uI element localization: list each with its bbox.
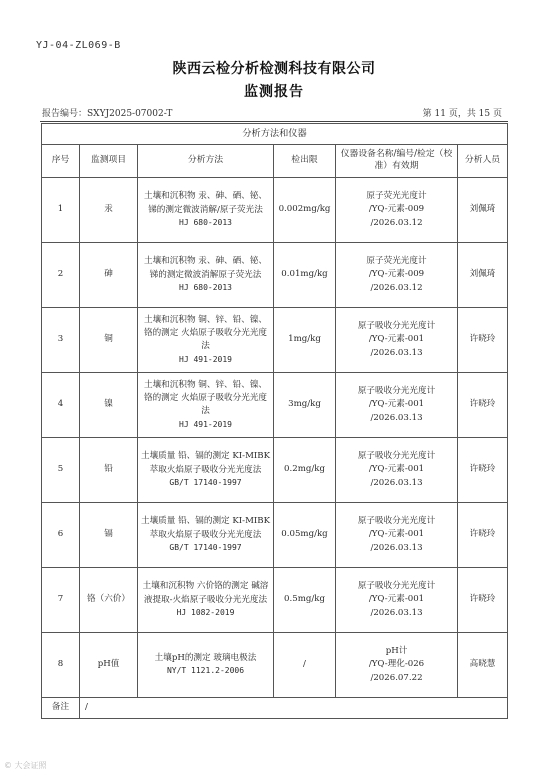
instrument-code: /YQ-理化-026 (368, 659, 425, 670)
method-standard: HJ 491-2019 (179, 419, 232, 429)
method-name: 土壤和沉积物 铜、锌、铅、镍、铬的测定 火焰原子吸收分光光度法 (143, 314, 268, 352)
method-standard: HJ 680-2013 (179, 218, 232, 228)
instrument-valid-date: /2026.03.13 (370, 347, 423, 358)
instrument-name: pH计 (385, 646, 408, 657)
method-standard: HJ 1082-2019 (176, 608, 235, 618)
table-row (42, 178, 508, 243)
row-number: 4 (42, 373, 80, 438)
instrument-valid-date: /2026.03.13 (370, 542, 423, 553)
method-name: 土壤和沉积物 汞、砷、硒、铋、锑的测定微波消解原子荧光法 (143, 256, 268, 280)
row-method (138, 308, 274, 373)
instrument-valid-date: /2026.07.22 (370, 672, 423, 683)
table-row (42, 438, 508, 503)
document-code: YJ-04-ZL069-B (36, 40, 121, 51)
instrument-name: 原子吸收分光光度计 (357, 321, 436, 332)
table-row (42, 308, 508, 373)
header-rule (40, 121, 508, 122)
row-instrument (336, 503, 458, 568)
instrument-valid-date: /2026.03.13 (370, 477, 423, 488)
row-limit: 0.5mg/kg (274, 568, 336, 633)
row-instrument (336, 633, 458, 698)
row-limit: 0.01mg/kg (274, 243, 336, 308)
row-item: 铜 (80, 308, 138, 373)
row-item: 镍 (80, 373, 138, 438)
header-limit: 检出限 (274, 145, 336, 178)
method-name: 土壤和沉积物 六价铬的测定 碱溶液提取-火焰原子吸收分光光度法 (142, 581, 269, 605)
row-number: 8 (42, 633, 80, 698)
instrument-name: 原子荧光光度计 (366, 256, 427, 267)
method-standard: NY/T 1121.2-2006 (166, 666, 245, 676)
row-method (138, 633, 274, 698)
remark-value: / (80, 698, 508, 719)
header-analyst: 分析人员 (458, 145, 508, 178)
instrument-code: /YQ-元素-001 (368, 529, 425, 540)
row-analyst: 许晓玲 (458, 308, 508, 373)
row-limit: 3mg/kg (274, 373, 336, 438)
report-number-value: SXYJ2025-07002-T (87, 109, 173, 119)
instrument-name: 原子吸收分光光度计 (357, 386, 436, 397)
row-instrument (336, 568, 458, 633)
row-item: 铅 (80, 438, 138, 503)
instrument-valid-date: /2026.03.12 (370, 282, 423, 293)
instrument-code: /YQ-元素-001 (368, 399, 425, 410)
analysis-methods-table (41, 123, 508, 719)
row-number: 5 (42, 438, 80, 503)
row-limit: 0.002mg/kg (274, 178, 336, 243)
header-instrument: 仪器设备名称/编号/检定（校准）有效期 (336, 145, 458, 178)
instrument-valid-date: /2026.03.13 (370, 607, 423, 618)
instrument-name: 原子吸收分光光度计 (357, 581, 436, 592)
method-standard: HJ 680-2013 (179, 283, 232, 293)
method-standard: HJ 491-2019 (179, 354, 232, 364)
method-name: 土壤和沉积物 铜、锌、铅、镍、铬的测定 火焰原子吸收分光光度法 (143, 379, 268, 417)
row-item: 镉 (80, 503, 138, 568)
row-item: pH值 (80, 633, 138, 698)
row-limit: 1mg/kg (274, 308, 336, 373)
instrument-code: /YQ-元素-001 (368, 334, 425, 345)
watermark-logo: © 大会证照 (4, 761, 47, 770)
header-method: 分析方法 (138, 145, 274, 178)
instrument-code: /YQ-元素-001 (368, 464, 425, 475)
method-name: 土壤pH的测定 玻璃电极法 (154, 653, 257, 664)
method-name: 土壤质量 铅、镉的测定 KI-MIBK萃取火焰原子吸收分光光度法 (140, 451, 271, 475)
row-method (138, 178, 274, 243)
row-instrument (336, 178, 458, 243)
page-info: 第 11 页，共 15 页 (422, 109, 502, 119)
instrument-code: /YQ-元素-009 (368, 204, 425, 215)
report-number-label: 报告编号： (42, 109, 88, 119)
row-number: 3 (42, 308, 80, 373)
instrument-name: 原子吸收分光光度计 (357, 516, 436, 527)
instrument-name: 原子荧光光度计 (366, 191, 427, 202)
instrument-name: 原子吸收分光光度计 (357, 451, 436, 462)
method-standard: GB/T 17140-1997 (169, 478, 242, 488)
row-analyst: 许晓玲 (458, 503, 508, 568)
instrument-valid-date: /2026.03.13 (370, 412, 423, 423)
instrument-code: /YQ-元素-009 (368, 269, 425, 280)
header-no: 序号 (42, 145, 80, 178)
remark-label: 备注 (42, 698, 80, 719)
row-method (138, 373, 274, 438)
row-method (138, 438, 274, 503)
table-row (42, 373, 508, 438)
row-item: 砷 (80, 243, 138, 308)
method-name: 土壤和沉积物 汞、砷、硒、铋、锑的测定微波消解/原子荧光法 (143, 191, 268, 215)
company-name: 陕西云检分析检测科技有限公司 (172, 61, 376, 77)
table-caption: 分析方法和仪器 (42, 124, 508, 145)
row-analyst: 许晓玲 (458, 438, 508, 503)
report-title: 监测报告 (244, 84, 304, 100)
method-name: 土壤质量 铅、镉的测定 KI-MIBK萃取火焰原子吸收分光光度法 (140, 516, 271, 540)
row-number: 7 (42, 568, 80, 633)
row-analyst: 刘佩琦 (458, 243, 508, 308)
method-standard: GB/T 17140-1997 (169, 543, 242, 553)
row-limit: / (274, 633, 336, 698)
row-number: 2 (42, 243, 80, 308)
row-limit: 0.05mg/kg (274, 503, 336, 568)
row-number: 6 (42, 503, 80, 568)
row-instrument (336, 373, 458, 438)
row-analyst: 刘佩琦 (458, 178, 508, 243)
table-row (42, 243, 508, 308)
row-analyst: 许晓玲 (458, 568, 508, 633)
report-number (42, 106, 172, 119)
row-analyst: 许晓玲 (458, 373, 508, 438)
instrument-valid-date: /2026.03.12 (370, 217, 423, 228)
row-item: 铬（六价） (80, 568, 138, 633)
row-instrument (336, 243, 458, 308)
table-row (42, 503, 508, 568)
table-row (42, 633, 508, 698)
row-instrument (336, 308, 458, 373)
row-method (138, 243, 274, 308)
row-instrument (336, 438, 458, 503)
row-item: 汞 (80, 178, 138, 243)
row-method (138, 568, 274, 633)
row-number: 1 (42, 178, 80, 243)
table-row (42, 568, 508, 633)
instrument-code: /YQ-元素-001 (368, 594, 425, 605)
row-analyst: 高晓慧 (458, 633, 508, 698)
row-method (138, 503, 274, 568)
row-limit: 0.2mg/kg (274, 438, 336, 503)
header-item: 监测项目 (80, 145, 138, 178)
